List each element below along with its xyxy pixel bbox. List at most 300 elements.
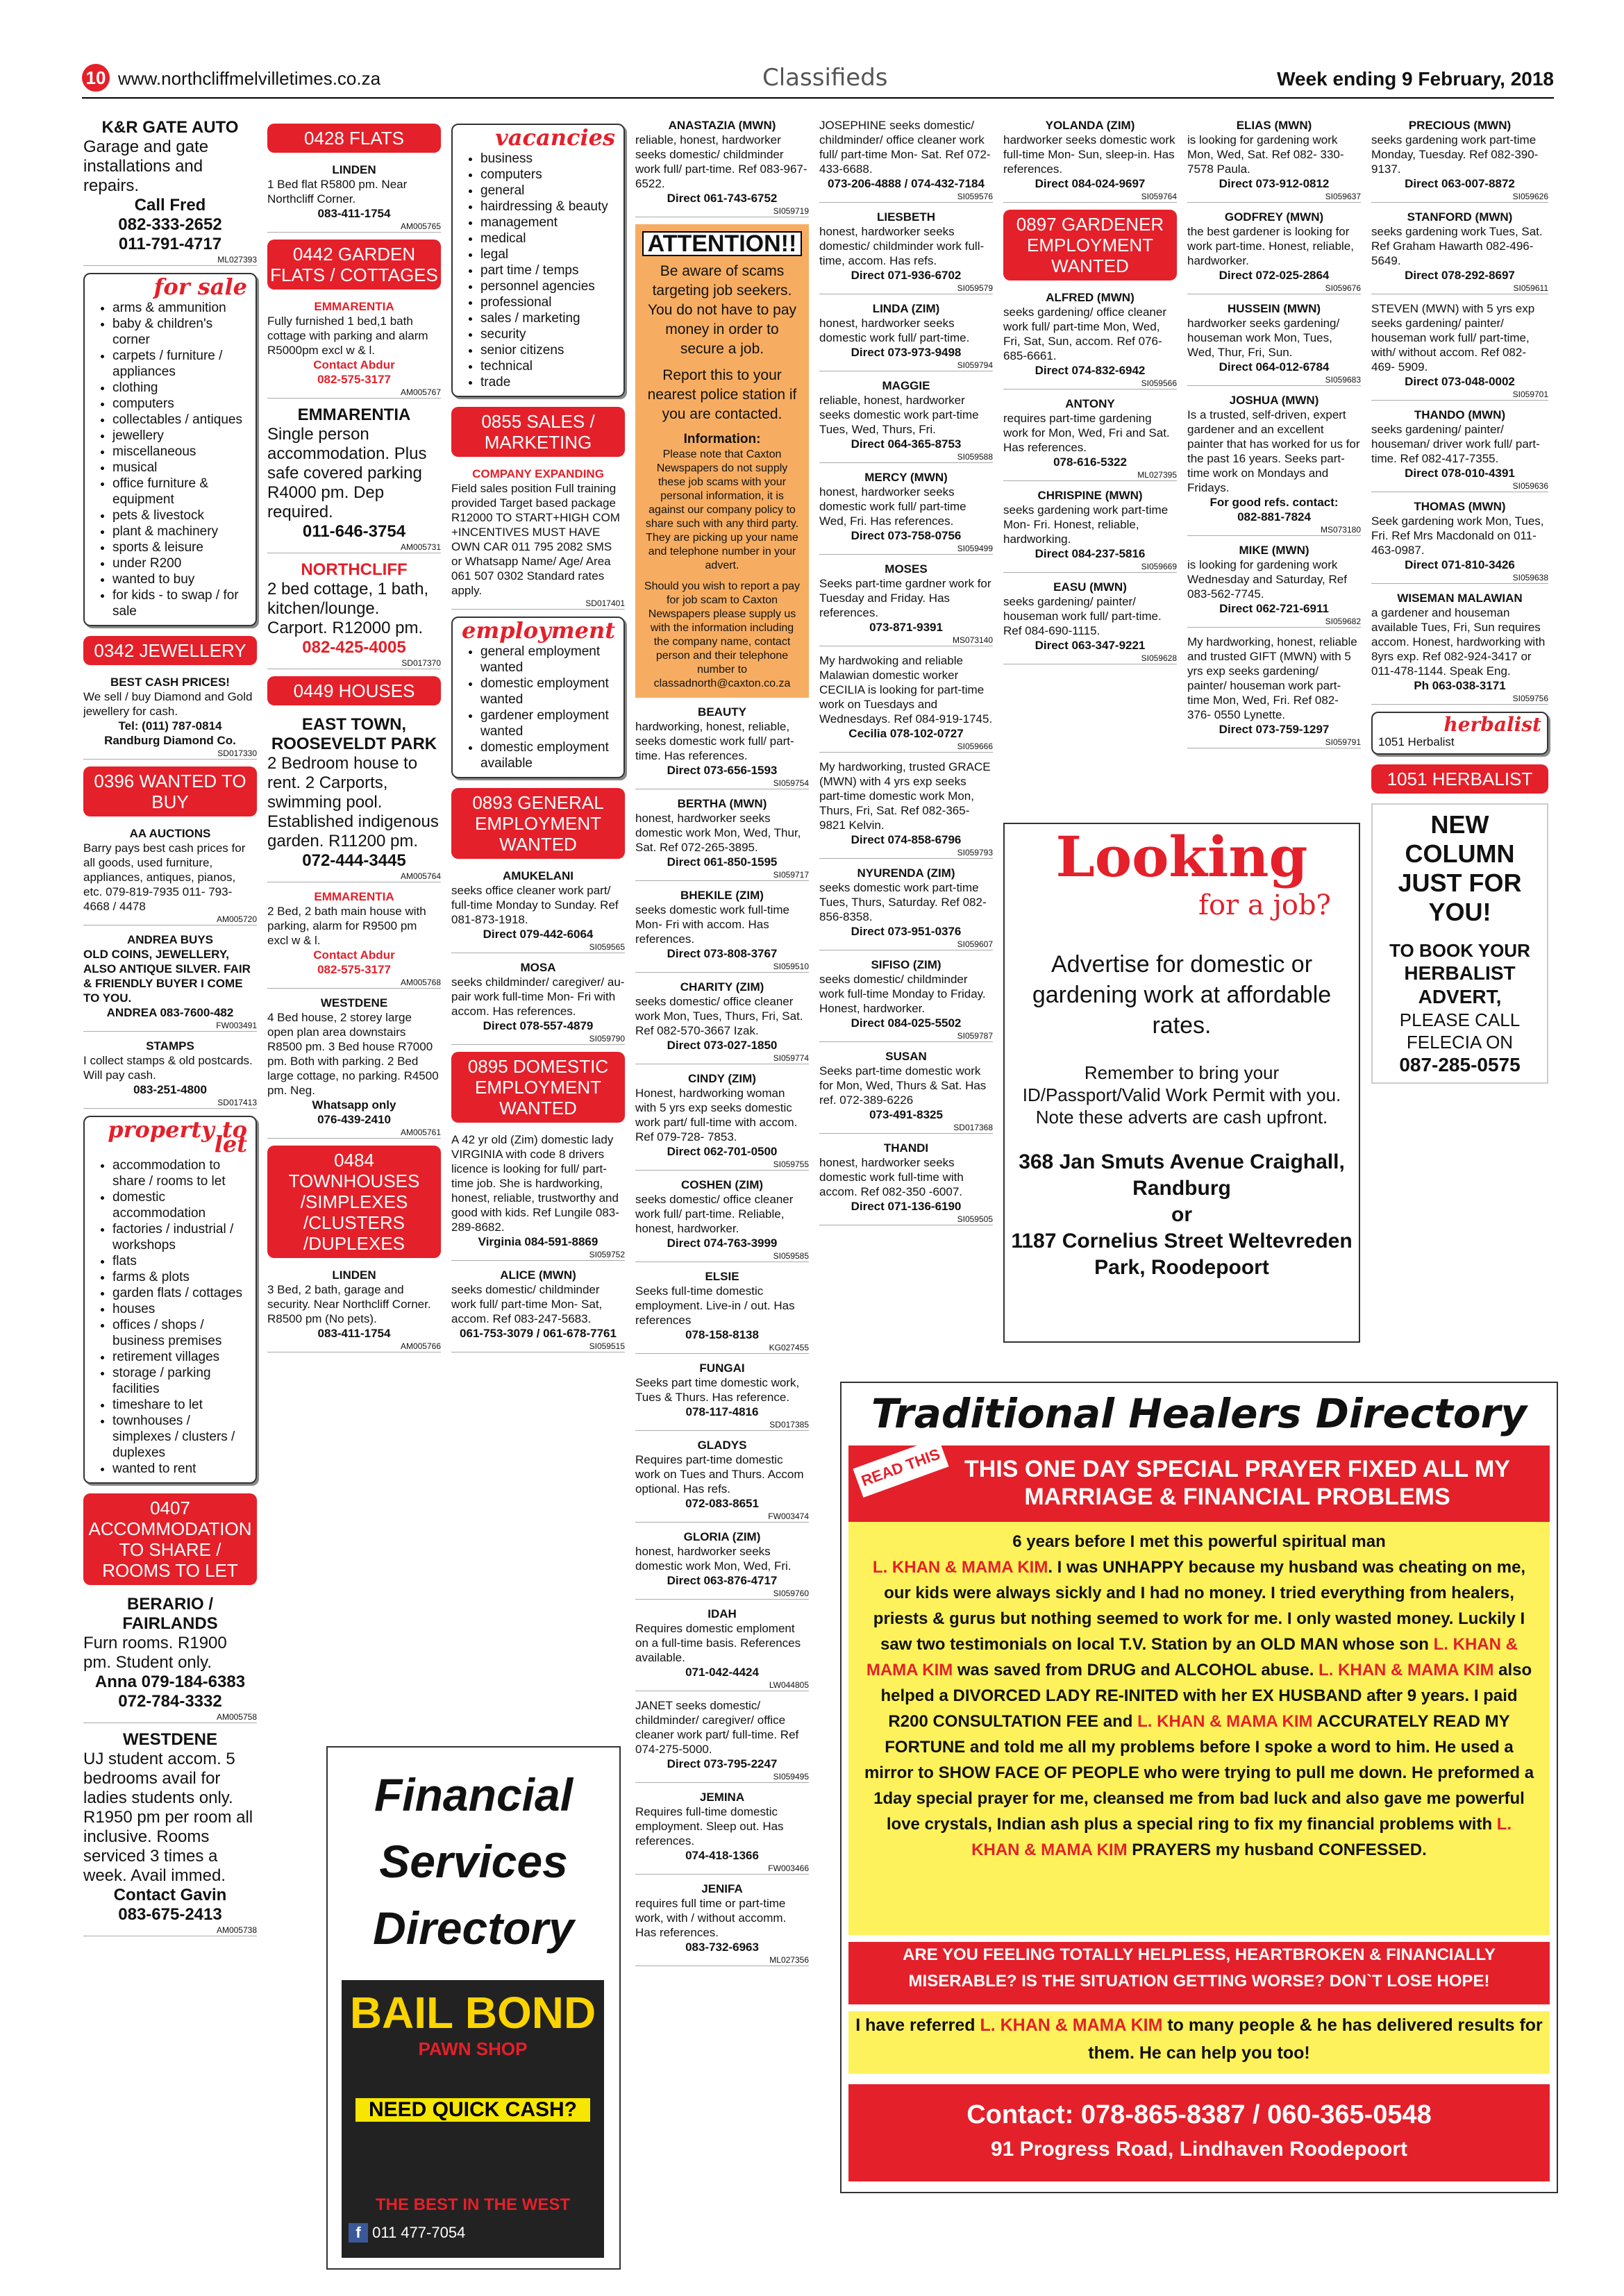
bail-bond-ad (342, 1980, 604, 2258)
ad-text: Advertise for domestic or gardening work at affordable rates. (1032, 951, 1332, 1039)
ad-berario (83, 1595, 257, 1723)
ad-phone: 082-881-7824 (1237, 510, 1311, 523)
ad-text: My hardwoking and reliable Malawian domestic worker CECILIA is looking for part-time work on Tuesdays and Wednesdays. Ref 084-919-1745. (819, 654, 993, 726)
ad-phone: 074-418-1366 (685, 1849, 759, 1862)
list-item[interactable]: • part time / temps (480, 262, 615, 278)
ad-jemina (635, 1790, 809, 1875)
list-item[interactable]: • houses (112, 1301, 247, 1317)
list-item[interactable]: • townhouses / simplexes / clusters / duplexes (112, 1413, 247, 1461)
ad-text: Remember to bring your ID/Passport/Valid Work Permit with you. Note these adverts are cash upfront. (1022, 1062, 1341, 1128)
list-item[interactable]: • sports & leisure (112, 539, 247, 555)
ad-code: SI059794 (819, 360, 993, 371)
ad-text: 3 Bed, 2 bath, garage and security. Near Northcliff Corner. R8500 pm (No pets). (267, 1283, 431, 1325)
body-text: ACCURATELY READ MY FORTUNE and told me all my problems before I spoke a word to him. He used a mirror to SHOW FACE OF PEOPLE who were trying to pull me down. He preformed a 1day special prayer for me, cleansed me from bad luck and also gave me powerful love crystals, Indian ash plus a special ring to fix my financial problems with (864, 1712, 1534, 1834)
ad-text: reliable, honest, hardworker seeks domestic/ childminder work full/ part-time. Ref 083-967-6522. (635, 133, 807, 190)
list-item[interactable]: • personnel agencies (480, 278, 615, 294)
list-item[interactable]: • retirement villages (112, 1349, 247, 1365)
ad-phone: Direct 063-347-9221 (1035, 639, 1146, 652)
ad-phone: Direct 084-237-5816 (1035, 547, 1146, 560)
category-banner: 0428 FLATS (267, 124, 441, 153)
page-header (82, 64, 1554, 99)
employment-list (461, 644, 615, 771)
healer-name: L. KHAN & MAMA KIM (866, 1635, 1518, 1679)
promo-heading: NEW COLUMN JUST FOR YOU! (1398, 810, 1522, 926)
ad-phone: 073-206-4888 / 074-432-7184 (828, 177, 985, 190)
ad-code: AM005765 (267, 221, 441, 233)
ad-phone: Direct 063-007-8872 (1405, 177, 1515, 190)
ad-phone: Direct 061-850-1595 (667, 855, 778, 869)
ad-phone: 078-117-4816 (685, 1405, 759, 1418)
ad-name: EMMARENTIA (314, 890, 394, 903)
list-item[interactable]: • accommodation to share / rooms to let (112, 1157, 247, 1189)
ad-chrispine (1003, 488, 1177, 573)
ad-text: the best gardener is looking for work part-time. Honest, reliable, hardworker. (1187, 225, 1354, 267)
ad-name: SUSAN (885, 1050, 927, 1063)
ad-code: AM005761 (267, 1127, 441, 1139)
ad-code: ML027356 (635, 1954, 809, 1966)
ad-text: A 42 yr old (Zim) domestic lady VIRGINIA with code 8 drivers licence is looking for full/ part-time job. She is hardworking, honest, reliable, trustworthy and good with kids. Ref Lungile 083-289-8682. (451, 1133, 619, 1234)
list-item[interactable]: • musical (112, 460, 247, 476)
ad-sub: PAWN SHOP (418, 2038, 528, 2059)
ad-code: SI059495 (635, 1771, 809, 1783)
list-item[interactable]: 1051 Herbalist (1378, 735, 1455, 748)
ad-text: Is a trusted, self-driven, expert gardener and an excellent painter that has worked for us for the past 16 years. Seeks part-time work on Mondays and Fridays. (1187, 408, 1360, 494)
ad-text: Fully furnished 1 bed,1 bath cottage with parking and alarm R5000pm excl w & l. (267, 315, 428, 357)
ad-linda (819, 301, 993, 371)
healers-contact (848, 2084, 1550, 2181)
ad-code: SI059669 (1003, 561, 1177, 573)
ad-code: SI059607 (819, 939, 993, 950)
ad-text: hardworking, honest, reliable, seeks domestic work full/ part-time. Has references. (635, 720, 794, 762)
attention-box (635, 224, 809, 698)
body-text: was saved from DRUG and ALCOHOL abuse. (957, 1661, 1314, 1679)
ad-thando (1371, 408, 1548, 492)
ad-phone: ANDREA 083-7600-482 (106, 1006, 234, 1019)
ad-anastazia (635, 118, 809, 217)
ad-text: seeks domestic work part-time Tues, Thurs, Saturday. Ref 082-856-8358. (819, 881, 987, 923)
list-item[interactable]: • office furniture & equipment (112, 476, 247, 508)
list-item[interactable]: • business (480, 151, 615, 167)
ad-elias (1187, 118, 1361, 203)
ad-code: ML027393 (83, 254, 257, 266)
ad-code: SI059666 (819, 741, 993, 753)
ad-phone: 072-083-8651 (685, 1497, 759, 1510)
ad-name: BEAUTY (698, 705, 746, 719)
ad-code: AM005768 (267, 977, 441, 989)
ad-name: ELSIE (705, 1270, 739, 1283)
ad-name: LINDA (ZIM) (872, 302, 940, 315)
ad-charity (635, 980, 809, 1064)
ad-contact: Contact Abdur (313, 948, 395, 962)
ad-stanford (1371, 210, 1548, 294)
category-banner: 0342 JEWELLERY (83, 636, 257, 665)
ad-address: 1187 Cornelius Street Weltevreden Park, Roodepoort (1011, 1230, 1353, 1279)
ad-text: seeks gardening/ office cleaner work full/ part-time Mon, Wed, Fri, Sat, Sun, accom. Ref 076-685-6661. (1003, 305, 1167, 362)
ad-thomas (1371, 499, 1548, 584)
ad-linden-flat (267, 162, 441, 233)
list-item[interactable]: • plant & machinery (112, 523, 247, 539)
body-text: . I was UNHAPPY because my husband was cheating on me, our kids were always sickly and I had no money. I tried everything from healers, priests & gurus but nothing seemed to work for me. I only wasted money. Luckily I saw two testimonials on local T.V. Station by an OLD MAN whose son (873, 1558, 1526, 1654)
ad-code: SI059701 (1371, 389, 1548, 401)
list-item[interactable]: • gardener employment wanted (480, 707, 615, 739)
ad-code: SI059611 (1371, 283, 1548, 294)
list-item[interactable]: • miscellaneous (112, 444, 247, 460)
list-item[interactable]: • hairdressing & beauty (480, 199, 615, 215)
ad-text: Requires domestic emploment on a full-time basis. References available. (635, 1622, 801, 1664)
ad-coshen (635, 1178, 809, 1262)
ad-code: LW044805 (635, 1679, 809, 1691)
attention-text: Report this to your nearest police station if you are contacted. (647, 367, 797, 422)
ad-code: SI059637 (1187, 191, 1361, 203)
ad-name: COSHEN (ZIM) (680, 1178, 764, 1191)
ad-code: SI059787 (819, 1030, 993, 1042)
promo-text: TO BOOK YOUR (1389, 940, 1530, 961)
ad-text: requires part-time gardening work for Mon, Wed, Fri and Sat. Has references. (1003, 412, 1170, 454)
ad-name: LINDEN (332, 1268, 376, 1282)
list-item[interactable]: • offices / shops / business premises (112, 1317, 247, 1349)
ad-linden-house (267, 1268, 441, 1352)
list-item[interactable]: • technical (480, 358, 615, 374)
ad-name: YOLANDA (ZIM) (1045, 119, 1135, 132)
ad-code: SI059790 (451, 1033, 625, 1045)
ad-sifiso (819, 957, 993, 1042)
ad-text: JANET seeks domestic/ childminder/ caregiver/ office cleaner work part/ full-time. Ref 074-275-5000. (635, 1699, 799, 1756)
ad-text: hardworker seeks domestic work full-time Mon- Sun, sleep-in. Has references. (1003, 133, 1175, 176)
ad-text: reliable, honest, hardworker seeks domestic work part-time Tues, Wed, Thurs, Fri. (819, 394, 979, 436)
ad-name: THANDI (883, 1141, 929, 1155)
ad-text: a gardener and houseman available Tues, Fri, Sun requires accom. Honest, hardworking with 8yrs exp. Ref 082-924-3417 or 011-478-1144. Speak Eng. (1371, 606, 1546, 678)
ad-text: honest, hardworker seeks domestic/ childminder work full-time, accom. Has refs. (819, 225, 985, 267)
financial-services-directory (326, 1746, 621, 2270)
ad-text: Barry pays best cash prices for all goods, used furniture, appliances, antiques, pianos, etc. 079-819-7935 011- 793- 4668 / 4478 (83, 841, 246, 913)
ad-name: AA AUCTIONS (129, 827, 211, 840)
ad-code: SI059791 (1187, 737, 1361, 748)
ad-name: ELIAS (MWN) (1236, 119, 1312, 132)
ad-text: We sell / buy Diamond and Gold jewellery for cash. (83, 690, 253, 718)
ad-name: LINDEN (332, 163, 376, 176)
ad-name: JEMINA (699, 1791, 745, 1804)
ad-phone: 082-575-3177 (317, 373, 391, 386)
ad-phone: 072-444-3445 (302, 851, 406, 870)
ad-code: SD017370 (267, 657, 441, 669)
category-employment (451, 617, 625, 778)
ad-phone: Direct 073-912-0812 (1219, 177, 1330, 190)
ad-code: SI059579 (819, 283, 993, 294)
ad-code: FW003466 (635, 1863, 809, 1875)
ad-antony (1003, 396, 1177, 481)
ad-code: SD017401 (451, 598, 625, 610)
ad-code: SI059638 (1371, 572, 1548, 584)
ad-stamps (83, 1039, 257, 1109)
list-item[interactable]: • legal (480, 246, 615, 262)
ad-text: seeks gardening/ painter/ houseman/ driver work full/ part-time. Ref 082-417-7355. (1371, 423, 1540, 465)
list-item[interactable]: • management (480, 215, 615, 231)
ad-gate-auto (83, 118, 257, 266)
ad-code: SI059505 (819, 1214, 993, 1225)
ad-text: I collect stamps & old postcards. Will pay cash. (83, 1054, 253, 1082)
ad-text: Garage and gate installations and repairs. (83, 137, 209, 195)
category-banner: 0396 WANTED TO BUY (83, 766, 257, 816)
ad-phone: Direct 064-012-6784 (1219, 360, 1330, 374)
ad-code: SI059566 (1003, 378, 1177, 389)
ad-text: UJ student accom. 5 bedrooms avail for ladies students only. R1950 pm per room all inclusive. Rooms serviced 3 times a week. Avail immed. (83, 1750, 253, 1885)
ad-name: WESTDENE (320, 996, 388, 1009)
ad-name: EAST TOWN, ROOSEVELDT PARK (271, 715, 437, 753)
website-url[interactable]: www.northcliffmelvilletimes.co.za (118, 68, 381, 89)
ad-alfred (1003, 290, 1177, 389)
list-item[interactable]: • computers (480, 167, 615, 183)
ad-name: GLORIA (ZIM) (683, 1530, 761, 1543)
ad-westdene (83, 1730, 257, 1936)
herbalist-promo (1371, 803, 1548, 1084)
healer-name: L. KHAN & MAMA KIM (971, 1815, 1512, 1859)
strap-text: THIS ONE DAY SPECIAL PRAYER FIXED ALL MY MARRIAGE & FINANCIAL PROBLEMS (964, 1456, 1510, 1510)
ad-name: BERARIO / FAIRLANDS (122, 1595, 218, 1633)
ad-mosa (451, 960, 625, 1045)
list-item[interactable]: • storage / parking facilities (112, 1365, 247, 1397)
list-item[interactable]: • jewellery (112, 428, 247, 444)
ad-phone: Direct 071-810-3426 (1405, 558, 1515, 571)
list-item[interactable]: • domestic employment available (480, 739, 615, 771)
ad-name: STANFORD (MWN) (1407, 210, 1513, 224)
body-text: PRAYERS my husband CONFESSED. (1132, 1841, 1427, 1859)
ad-name: BHEKILE (ZIM) (680, 889, 764, 902)
ad-susan (819, 1049, 993, 1134)
ad-mercy (819, 470, 993, 555)
ad-subheadline: for a job? (1198, 889, 1331, 921)
ad-phone: Direct 062-721-6911 (1219, 602, 1329, 615)
ad-text: honest, hardworker seeks domestic work full-time with accom. Ref 082-350 -6007. (819, 1156, 964, 1198)
ad-name: AMUKELANI (503, 869, 574, 882)
ad-code: AM005767 (267, 387, 441, 399)
ad-text: 2 Bedroom house to rent. 2 Carports, swimming pool. Established indigenous garden. R11200 pm. (267, 754, 439, 850)
list-item[interactable]: • timeshare to let (112, 1397, 247, 1413)
ad-phone: 083-411-1754 (317, 207, 391, 220)
ad-code: SI059499 (819, 543, 993, 555)
ad-name: ANDREA BUYS (126, 933, 214, 946)
ad-name: ALICE (MWN) (500, 1268, 576, 1282)
ad-phone: Direct 073-758-0756 (851, 529, 962, 542)
ad-text: seeks gardening work part-time Mon- Fri. Honest, reliable, hardworking. (1003, 503, 1169, 546)
ad-gift (1187, 635, 1361, 748)
ad-code: SI059576 (819, 191, 993, 203)
ad-phone: 078-616-5322 (1053, 455, 1127, 469)
list-item[interactable]: • factories / industrial / workshops (112, 1221, 247, 1253)
directory-title: Traditional Healers Directory (871, 1390, 1527, 1437)
category-property-to-let (83, 1116, 257, 1484)
list-item[interactable]: • security (480, 326, 615, 342)
list-item[interactable]: • general (480, 183, 615, 199)
ad-phone: Anna 079-184-6383 (94, 1673, 246, 1691)
ad-text: honest, hardworker seeks domestic work Mon, Wed, Fri. (635, 1545, 792, 1573)
ad-godfrey (1187, 210, 1361, 294)
ad-text: seeks childminder/ caregiver/ au-pair work full-time Mon- Fri with accom. Has references. (451, 975, 625, 1018)
ad-code: FW003474 (635, 1511, 809, 1523)
ad-text: JOSEPHINE seeks domestic/ childminder/ office cleaner work full/ part-time Mon- Sat. Ref 072-433-6688. (819, 119, 991, 176)
body-text: also helped a DIVORCED LADY RE-INITED with her EX HUSBAND after 9 years. I paid R200 CONSULTATION FEE and (880, 1661, 1532, 1731)
ad-code: SI059755 (635, 1159, 809, 1171)
category-vacancies (451, 124, 625, 397)
category-banner: 0442 GARDEN FLATS / COTTAGES (267, 240, 441, 290)
ad-name: BERTHA (MWN) (677, 797, 767, 810)
issue-date: Week ending 9 February, 2018 (1277, 68, 1554, 90)
ad-contact: Contact Gavin (113, 1886, 227, 1904)
ad-text: Field sales position Full training provided Target based package R12000 TO START+HIGH COM +INCENTIVES MUST HAVE OWN CAR 011 795 2082 SMS or Whatsapp Name/ Age/ Area 061 507 0302 Standard rates apply. (451, 482, 620, 597)
column-8 (1371, 118, 1548, 1084)
list-item[interactable]: • under R200 (112, 555, 247, 571)
ad-andrea (83, 932, 257, 1032)
ad-code: SI059793 (819, 847, 993, 859)
column-7 (1187, 118, 1361, 755)
ad-jenifa (635, 1882, 809, 1966)
ad-contact: Contact Abdur (313, 358, 395, 371)
ad-code: SD017385 (635, 1419, 809, 1431)
healers-strap (848, 1446, 1550, 1522)
list-item[interactable]: • flats (112, 1253, 247, 1269)
list-item[interactable]: • wanted to buy (112, 571, 247, 587)
ad-cindy (635, 1071, 809, 1171)
category-title: employment (462, 617, 615, 644)
ad-janet (635, 1698, 809, 1783)
list-item[interactable]: • farms & plots (112, 1269, 247, 1285)
list-item[interactable]: • general employment wanted (480, 644, 615, 676)
list-item[interactable]: • garden flats / cottages (112, 1285, 247, 1301)
ad-phone: 083-411-1754 (317, 1327, 391, 1340)
ad-joshua (1187, 393, 1361, 536)
list-item[interactable]: • domestic accommodation (112, 1189, 247, 1221)
body-text: 6 years before I met this powerful spiritual man (1012, 1532, 1386, 1551)
ad-phone: Direct 078-292-8697 (1405, 269, 1515, 282)
ad-text: seeks domestic work full-time Mon- Fri with accom. Has references. (635, 903, 790, 946)
ad-name: NYURENDA (ZIM) (857, 866, 955, 880)
list-item[interactable]: • carpets / furniture / appliances (112, 348, 247, 380)
ad-alice (451, 1268, 625, 1352)
ad-phone: Direct 078-010-4391 (1405, 467, 1515, 480)
ad-text: seeks domestic/ office cleaner work Mon, Tues, Thurs, Fri, Sat. Ref 082-570-3667 Izak. (635, 995, 803, 1037)
body-text: to many people & he has delivered results for them. He can help you too! (1088, 2016, 1543, 2063)
ad-text: seeks domestic/ childminder work full-time Monday to Friday. Honest, hardworker. (819, 973, 986, 1015)
ad-name: EASU (MWN) (1053, 580, 1127, 594)
ad-name: STAMPS (146, 1039, 194, 1053)
ad-code: FW003491 (83, 1020, 257, 1032)
list-item[interactable]: • baby & children's corner (112, 316, 247, 348)
ad-company: Randburg Diamond Co. (104, 734, 236, 747)
category-title: herbalist (1443, 713, 1541, 736)
ad-text: 1 Bed flat R5800 pm. Near Northcliff Corner. (267, 178, 408, 206)
ad-text: seeks gardening work part-time Monday, Tuesday. Ref 082-390-9137. (1371, 133, 1539, 176)
ad-phone: 083-732-6963 (685, 1941, 759, 1954)
ad-code: MS073180 (1187, 524, 1361, 536)
category-banner: 0893 GENERAL EMPLOYMENT WANTED (451, 788, 625, 859)
column-1 (83, 118, 257, 1943)
ad-phone: Virginia 084-591-8869 (478, 1235, 598, 1248)
ad-phone: 082-333-2652 (118, 215, 222, 234)
ad-text: honest, hardworker seeks domestic work full/ part-time Wed, Fri. Has references. (819, 485, 966, 528)
ad-text: seeks gardening/ painter/ houseman work full/ part-time. Ref 084-690-1115. (1003, 595, 1162, 637)
list-item[interactable]: • clothing (112, 380, 247, 396)
ad-phone: 011-791-4717 (118, 235, 222, 253)
ad-phone: Direct 074-763-3999 (667, 1237, 778, 1250)
ad-phone: Direct 073-027-1850 (667, 1039, 778, 1052)
ad-text: Seeks part time domestic work, Tues & Thurs. Has reference. (635, 1376, 800, 1404)
ad-text: Single person accommodation. Plus safe covered parking R4000 pm. Dep required. (267, 425, 427, 521)
ad-phone: 072-784-3332 (118, 1692, 222, 1711)
ad-text: 2 bed cottage, 1 bath, kitchen/lounge. Carport. R12000 pm. (267, 580, 429, 637)
info-heading: Information: (683, 432, 761, 446)
column-5 (819, 118, 993, 1232)
ad-fungai (635, 1361, 809, 1431)
ad-code: KG027455 (635, 1342, 809, 1354)
phone-number: 011 477-7054 (372, 2224, 466, 2241)
list-item[interactable]: • senior citizens (480, 342, 615, 358)
ad-code: SD017413 (83, 1097, 257, 1109)
ad-text: seeks gardening work Tues, Sat. Ref Graham Hawarth 082-496-5649. (1371, 225, 1543, 267)
ad-phone: Direct 073-951-0376 (851, 925, 962, 938)
ad-hussein (1187, 301, 1361, 386)
category-banner: 0449 HOUSES (267, 676, 441, 705)
ad-phone: 083-251-4800 (133, 1083, 207, 1096)
list-item[interactable]: • professional (480, 294, 615, 310)
ad-name: CHRISPINE (MWN) (1037, 489, 1143, 502)
ad-name: EMMARENTIA (314, 300, 394, 313)
ad-text: honest, hardworker seeks domestic work Mon, Wed, Thur, Sat. Ref 072-265-3895. (635, 812, 801, 854)
ad-maggie (819, 378, 993, 463)
list-item[interactable]: • computers (112, 396, 247, 412)
list-item[interactable]: • trade (480, 374, 615, 390)
attention-text: Be aware of scams targeting job seekers. You do not have to pay money in order to secure a job. (647, 263, 797, 357)
category-banner: 0895 DOMESTIC EMPLOYMENT WANTED (451, 1052, 625, 1123)
list-item[interactable]: • domestic employment wanted (480, 676, 615, 707)
category-herbalist (1371, 712, 1548, 755)
ad-text: requires full time or part-time work, with / without accomm. Has references. (635, 1897, 787, 1939)
list-item[interactable]: • for kids - to swap / for sale (112, 587, 247, 619)
ad-phone: Tel: (011) 787-0814 (118, 719, 222, 732)
ad-contact: Whatsapp only (312, 1098, 396, 1112)
healer-name: L. KHAN & MAMA KIM (980, 2016, 1163, 2035)
list-item[interactable]: • pets & livestock (112, 508, 247, 523)
traditional-healers-directory (840, 1382, 1558, 2193)
facebook-icon: f (349, 2223, 368, 2243)
ad-name: THANDO (MWN) (1414, 408, 1506, 421)
ad-name: ANTONY (1065, 397, 1115, 410)
ad-emmarentia-cottage (267, 299, 441, 399)
ad-code: SI059717 (635, 869, 809, 881)
section-title: Classifieds (762, 64, 888, 92)
ad-text: is looking for gardening work Mon, Wed, Sat. Ref 082- 330-7578 Paula. (1187, 133, 1344, 176)
ad-code: SI059752 (451, 1249, 625, 1261)
looking-for-job-ad (1003, 823, 1360, 1343)
list-item[interactable]: • sales / marketing (480, 310, 615, 326)
ad-name: JOSHUA (MWN) (1229, 394, 1319, 407)
ad-emmarentia-house (267, 889, 441, 989)
list-item[interactable]: • arms & ammunition (112, 300, 247, 316)
ad-name: WISEMAN MALAWIAN (1397, 592, 1523, 605)
list-item[interactable]: • medical (480, 231, 615, 246)
ad-phone: Direct 073-795-2247 (667, 1757, 778, 1770)
ad-contact: For good refs. contact: (1209, 496, 1339, 509)
ad-amukelani (451, 869, 625, 953)
column-4 (635, 118, 809, 1973)
ad-code: SD017368 (819, 1122, 993, 1134)
list-item[interactable]: • collectables / antiques (112, 412, 247, 428)
list-item[interactable]: • wanted to rent (112, 1461, 247, 1477)
ad-text: My hardworking, trusted GRACE (MWN) with 4 yrs exp seeks part-time domestic work Mon, Thurs, Fri, Sat. Ref 082-365-9821 Kelvin. (819, 760, 991, 832)
ad-phone: 076-439-2410 (317, 1113, 391, 1126)
attention-title: ATTENTION!! (642, 231, 802, 256)
ad-westdene-house (267, 996, 441, 1139)
ad-name: K&R GATE AUTO (101, 118, 239, 137)
promo-text: PLEASE CALL (1399, 1009, 1521, 1030)
